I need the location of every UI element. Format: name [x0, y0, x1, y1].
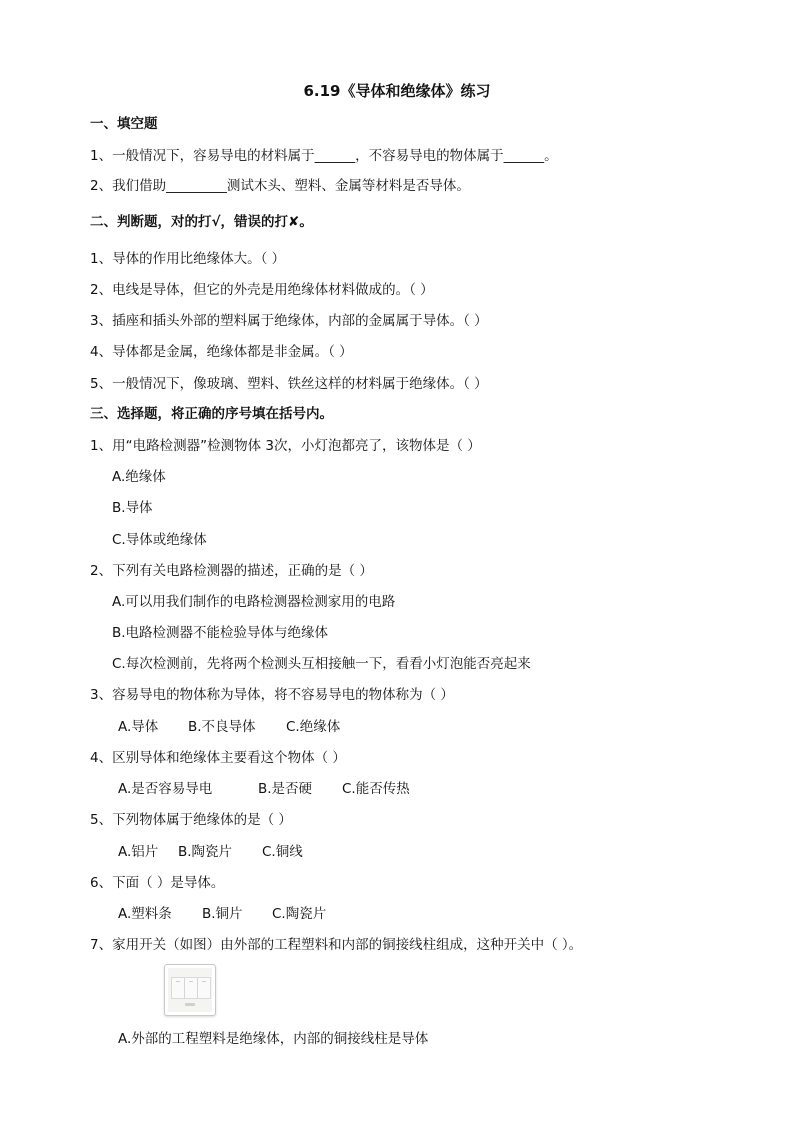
choice-q4-option-b: B.是否硬: [258, 781, 313, 797]
choice-q5-option-c: C.铜线: [262, 844, 303, 860]
switch-key-left: [172, 978, 185, 998]
choice-q1-option-b: B.导体: [112, 500, 153, 516]
choice-q4-option-c: C.能否传热: [342, 781, 410, 797]
fill-question-1: 1、一般情况下，容易导电的材料属于______，不容易导电的物体属于______。: [90, 148, 558, 164]
choice-q2-option-a: A.可以用我们制作的电路检测器检测家用的电路: [112, 594, 396, 610]
choice-q5-options: [118, 842, 303, 862]
switch-brand-mark: [185, 1003, 195, 1006]
choice-q6-option-b: B.铜片: [202, 906, 243, 922]
choice-q4-stem: 4、区别导体和绝缘体主要看这个物体（ ）: [90, 750, 346, 766]
page-title: 6.19《导体和绝缘体》练习: [303, 82, 491, 100]
wall-switch-image: [164, 964, 216, 1016]
choice-q3-option-a: A.导体: [118, 719, 159, 735]
choice-q5-option-a: A.铝片: [118, 844, 159, 860]
judge-item-4: 4、导体都是金属，绝缘体都是非金属。（ ）: [90, 344, 353, 360]
choice-q6-option-a: A.塑料条: [118, 906, 172, 922]
section-heading-judge: 二、判断题，对的打√，错误的打✘。: [90, 214, 313, 230]
switch-key-middle: [185, 978, 198, 998]
choice-q7-option-a: A.外部的工程塑料是绝缘体，内部的铜接线柱是导体: [118, 1031, 429, 1047]
choice-q3-option-b: B.不良导体: [188, 719, 256, 735]
choice-q3-stem: 3、容易导电的物体称为导体，将不容易导电的物体称为（ ）: [90, 687, 454, 703]
choice-q5-option-b: B.陶瓷片: [178, 844, 233, 860]
choice-q6-option-c: C.陶瓷片: [272, 906, 327, 922]
choice-q4-options: [118, 779, 410, 799]
choice-q4-option-a: A.是否容易导电: [118, 781, 213, 797]
choice-q6-stem: 6、下面（ ）是导体。: [90, 875, 225, 891]
choice-q2-option-b: B.电路检测器不能检验导体与绝缘体: [112, 625, 329, 641]
judge-item-5: 5、一般情况下，像玻璃、塑料、铁丝这样的材料属于绝缘体。（ ）: [90, 376, 488, 392]
choice-q6-options: [118, 904, 326, 924]
judge-item-3: 3、插座和插头外部的塑料属于绝缘体，内部的金属属于导体。（ ）: [90, 313, 488, 329]
section-heading-choice: 三、选择题，将正确的序号填在括号内。: [90, 406, 333, 422]
choice-q1-option-c: C.导体或绝缘体: [112, 532, 207, 548]
choice-q1-stem: 1、用“电路检测器”检测物体 3次，小灯泡都亮了，该物体是（ ）: [90, 438, 481, 454]
judge-item-1: 1、导体的作用比绝缘体大。（ ）: [90, 251, 286, 267]
choice-q5-stem: 5、下列物体属于绝缘体的是（ ）: [90, 812, 292, 828]
fill-question-2: 2、我们借助_________测试木头、塑料、金属等材料是否导体。: [90, 178, 470, 194]
switch-key-right: [198, 978, 210, 998]
judge-item-2: 2、电线是导体，但它的外壳是用绝缘体材料做成的。（ ）: [90, 282, 434, 298]
choice-q2-option-c: C.每次检测前，先将两个检测头互相接触一下，看看小灯泡能否亮起来: [112, 656, 531, 672]
choice-q2-stem: 2、下列有关电路检测器的描述，正确的是（ ）: [90, 563, 373, 579]
section-heading-fill: 一、填空题: [90, 116, 158, 132]
choice-q1-option-a: A.绝缘体: [112, 469, 166, 485]
switch-plate: [171, 977, 211, 999]
choice-q3-option-c: C.绝缘体: [286, 719, 341, 735]
choice-q3-options: [118, 717, 340, 737]
choice-q7-stem: 7、家用开关（如图）由外部的工程塑料和内部的铜接线柱组成，这种开关中（ ）。: [90, 937, 583, 953]
